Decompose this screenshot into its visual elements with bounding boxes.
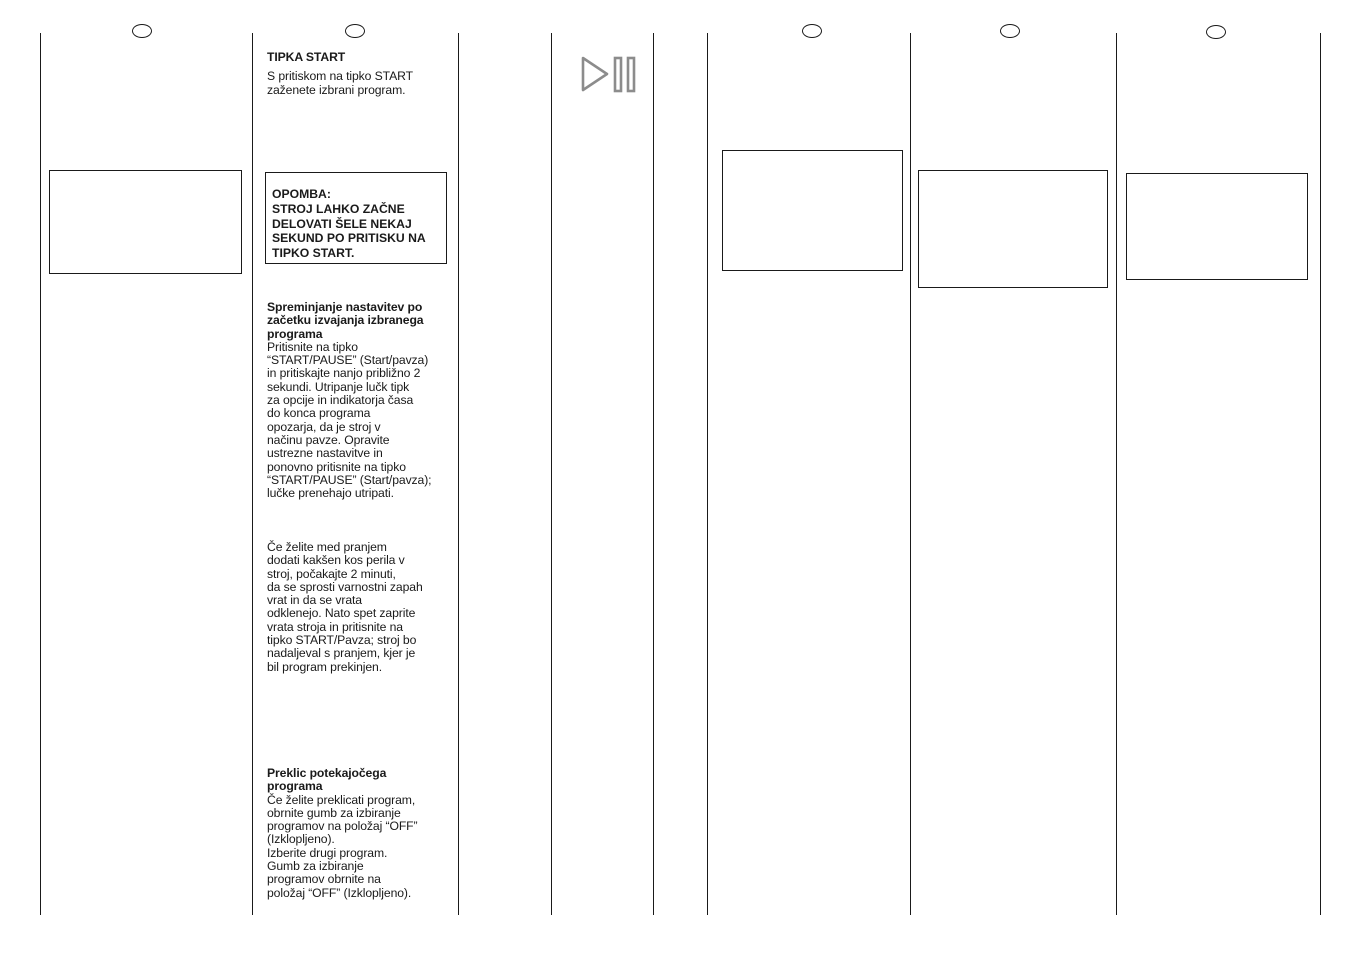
empty-note-box-4: [1126, 173, 1308, 280]
add-laundry-body-line-10: bil program prekinjen.: [267, 659, 382, 674]
cancel-program-body-line-2: obrnite gumb za izbiranje: [267, 805, 401, 820]
column-rule-6: [707, 33, 708, 915]
start-key-body-line-1: S pritiskom na tipko START: [267, 69, 413, 84]
change-settings-body-line-7: opozarja, da je stroj v: [267, 419, 381, 434]
change-settings-heading-line-3: programa: [267, 326, 323, 341]
note-line-2: STROJ LAHKO ZAČNE: [272, 201, 405, 216]
empty-note-box-2: [722, 150, 903, 271]
cancel-program-heading-line-1: Preklic potekajočega: [267, 766, 387, 780]
cancel-program-section: [267, 767, 452, 900]
note-line-4: SEKUND PO PRITISKU NA: [272, 231, 426, 246]
column-rule-1: [40, 33, 41, 915]
start-key-heading: TIPKA START: [267, 50, 346, 64]
cancel-program-body-line-7: programov obrnite na: [267, 872, 381, 887]
cancel-program-body-line-4: (Izklopljeno).: [267, 832, 335, 847]
cancel-program-body-line-8: položaj “OFF” (Izklopljeno).: [267, 885, 412, 900]
cancel-program-body-line-5: Izberite drugi program.: [267, 845, 388, 860]
change-settings-heading-line-2: začetku izvajanja izbranega: [267, 313, 424, 328]
change-settings-section: [267, 301, 452, 500]
add-laundry-body-line-3: stroj, počakajte 2 minuti,: [267, 566, 396, 581]
change-settings-heading-line-1: Spreminjanje nastavitev po: [267, 300, 423, 314]
pause-bar-left: [615, 58, 621, 91]
language-marker-oval-5: [1206, 25, 1226, 39]
add-laundry-section: [267, 541, 452, 674]
column-rule-2: [252, 33, 253, 915]
cancel-program-body-line-1: Če želite preklicati program,: [267, 792, 416, 807]
language-marker-oval-2: [345, 24, 365, 38]
column-rule-3: [458, 33, 459, 915]
start-key-section: [267, 51, 452, 97]
add-laundry-body-line-1: Če želite med pranjem: [267, 540, 387, 554]
change-settings-body-line-6: do konca programa: [267, 406, 371, 421]
add-laundry-body-line-6: odklenejo. Nato spet zaprite: [267, 606, 416, 621]
change-settings-body-line-5: za opcije in indikatorja časa: [267, 393, 414, 408]
start-key-body-line-2: zaženete izbrani program.: [267, 82, 406, 97]
language-marker-oval-3: [802, 24, 822, 38]
add-laundry-body-line-2: dodati kakšen kos perila v: [267, 553, 405, 568]
add-laundry-body-line-5: vrat in da se vrata: [267, 593, 362, 608]
pause-bar-right: [628, 58, 634, 91]
cancel-program-body-line-3: programov na položaj “OFF”: [267, 819, 418, 834]
play-triangle-shape: [583, 58, 607, 90]
language-marker-oval-4: [1000, 24, 1020, 38]
play-pause-icon: [580, 56, 638, 94]
add-laundry-body-line-9: nadaljeval s pranjem, kjer je: [267, 646, 416, 661]
change-settings-body-line-3: in pritiskajte nanjo približno 2: [267, 366, 421, 381]
note-line-3: DELOVATI ŠELE NEKAJ: [272, 216, 412, 231]
language-marker-oval-1: [132, 24, 152, 38]
change-settings-body-line-10: ponovno pritisnite na tipko: [267, 459, 406, 474]
change-settings-body-line-2: “START/PAUSE” (Start/pavza): [267, 353, 429, 368]
column-rule-5: [653, 33, 654, 915]
column-rule-7: [910, 33, 911, 915]
column-rule-4: [551, 33, 552, 915]
column-rule-9: [1320, 33, 1321, 915]
change-settings-body-line-8: načinu pavze. Opravite: [267, 432, 390, 447]
empty-note-box-1: [49, 170, 242, 274]
empty-note-box-3: [918, 170, 1108, 288]
note-line-1: OPOMBA:: [272, 187, 331, 201]
start-delay-note-box: [265, 172, 447, 264]
cancel-program-heading-line-2: programa: [267, 779, 323, 794]
change-settings-body-line-4: sekundi. Utripanje lučk tipk: [267, 379, 410, 394]
cancel-program-body-line-6: Gumb za izbiranje: [267, 859, 364, 874]
add-laundry-body-line-7: vrata stroja in pritisnite na: [267, 619, 403, 634]
note-line-5: TIPKO START.: [272, 246, 355, 261]
change-settings-body-line-1: Pritisnite na tipko: [267, 339, 358, 354]
change-settings-body-line-12: lučke prenehajo utripati.: [267, 486, 394, 501]
change-settings-body-line-11: “START/PAUSE” (Start/pavza);: [267, 472, 432, 487]
change-settings-body-line-9: ustrezne nastavitve in: [267, 446, 383, 461]
add-laundry-body-line-4: da se sprosti varnostni zapah: [267, 579, 423, 594]
add-laundry-body-line-8: tipko START/Pavza; stroj bo: [267, 633, 417, 648]
column-rule-8: [1116, 33, 1117, 915]
